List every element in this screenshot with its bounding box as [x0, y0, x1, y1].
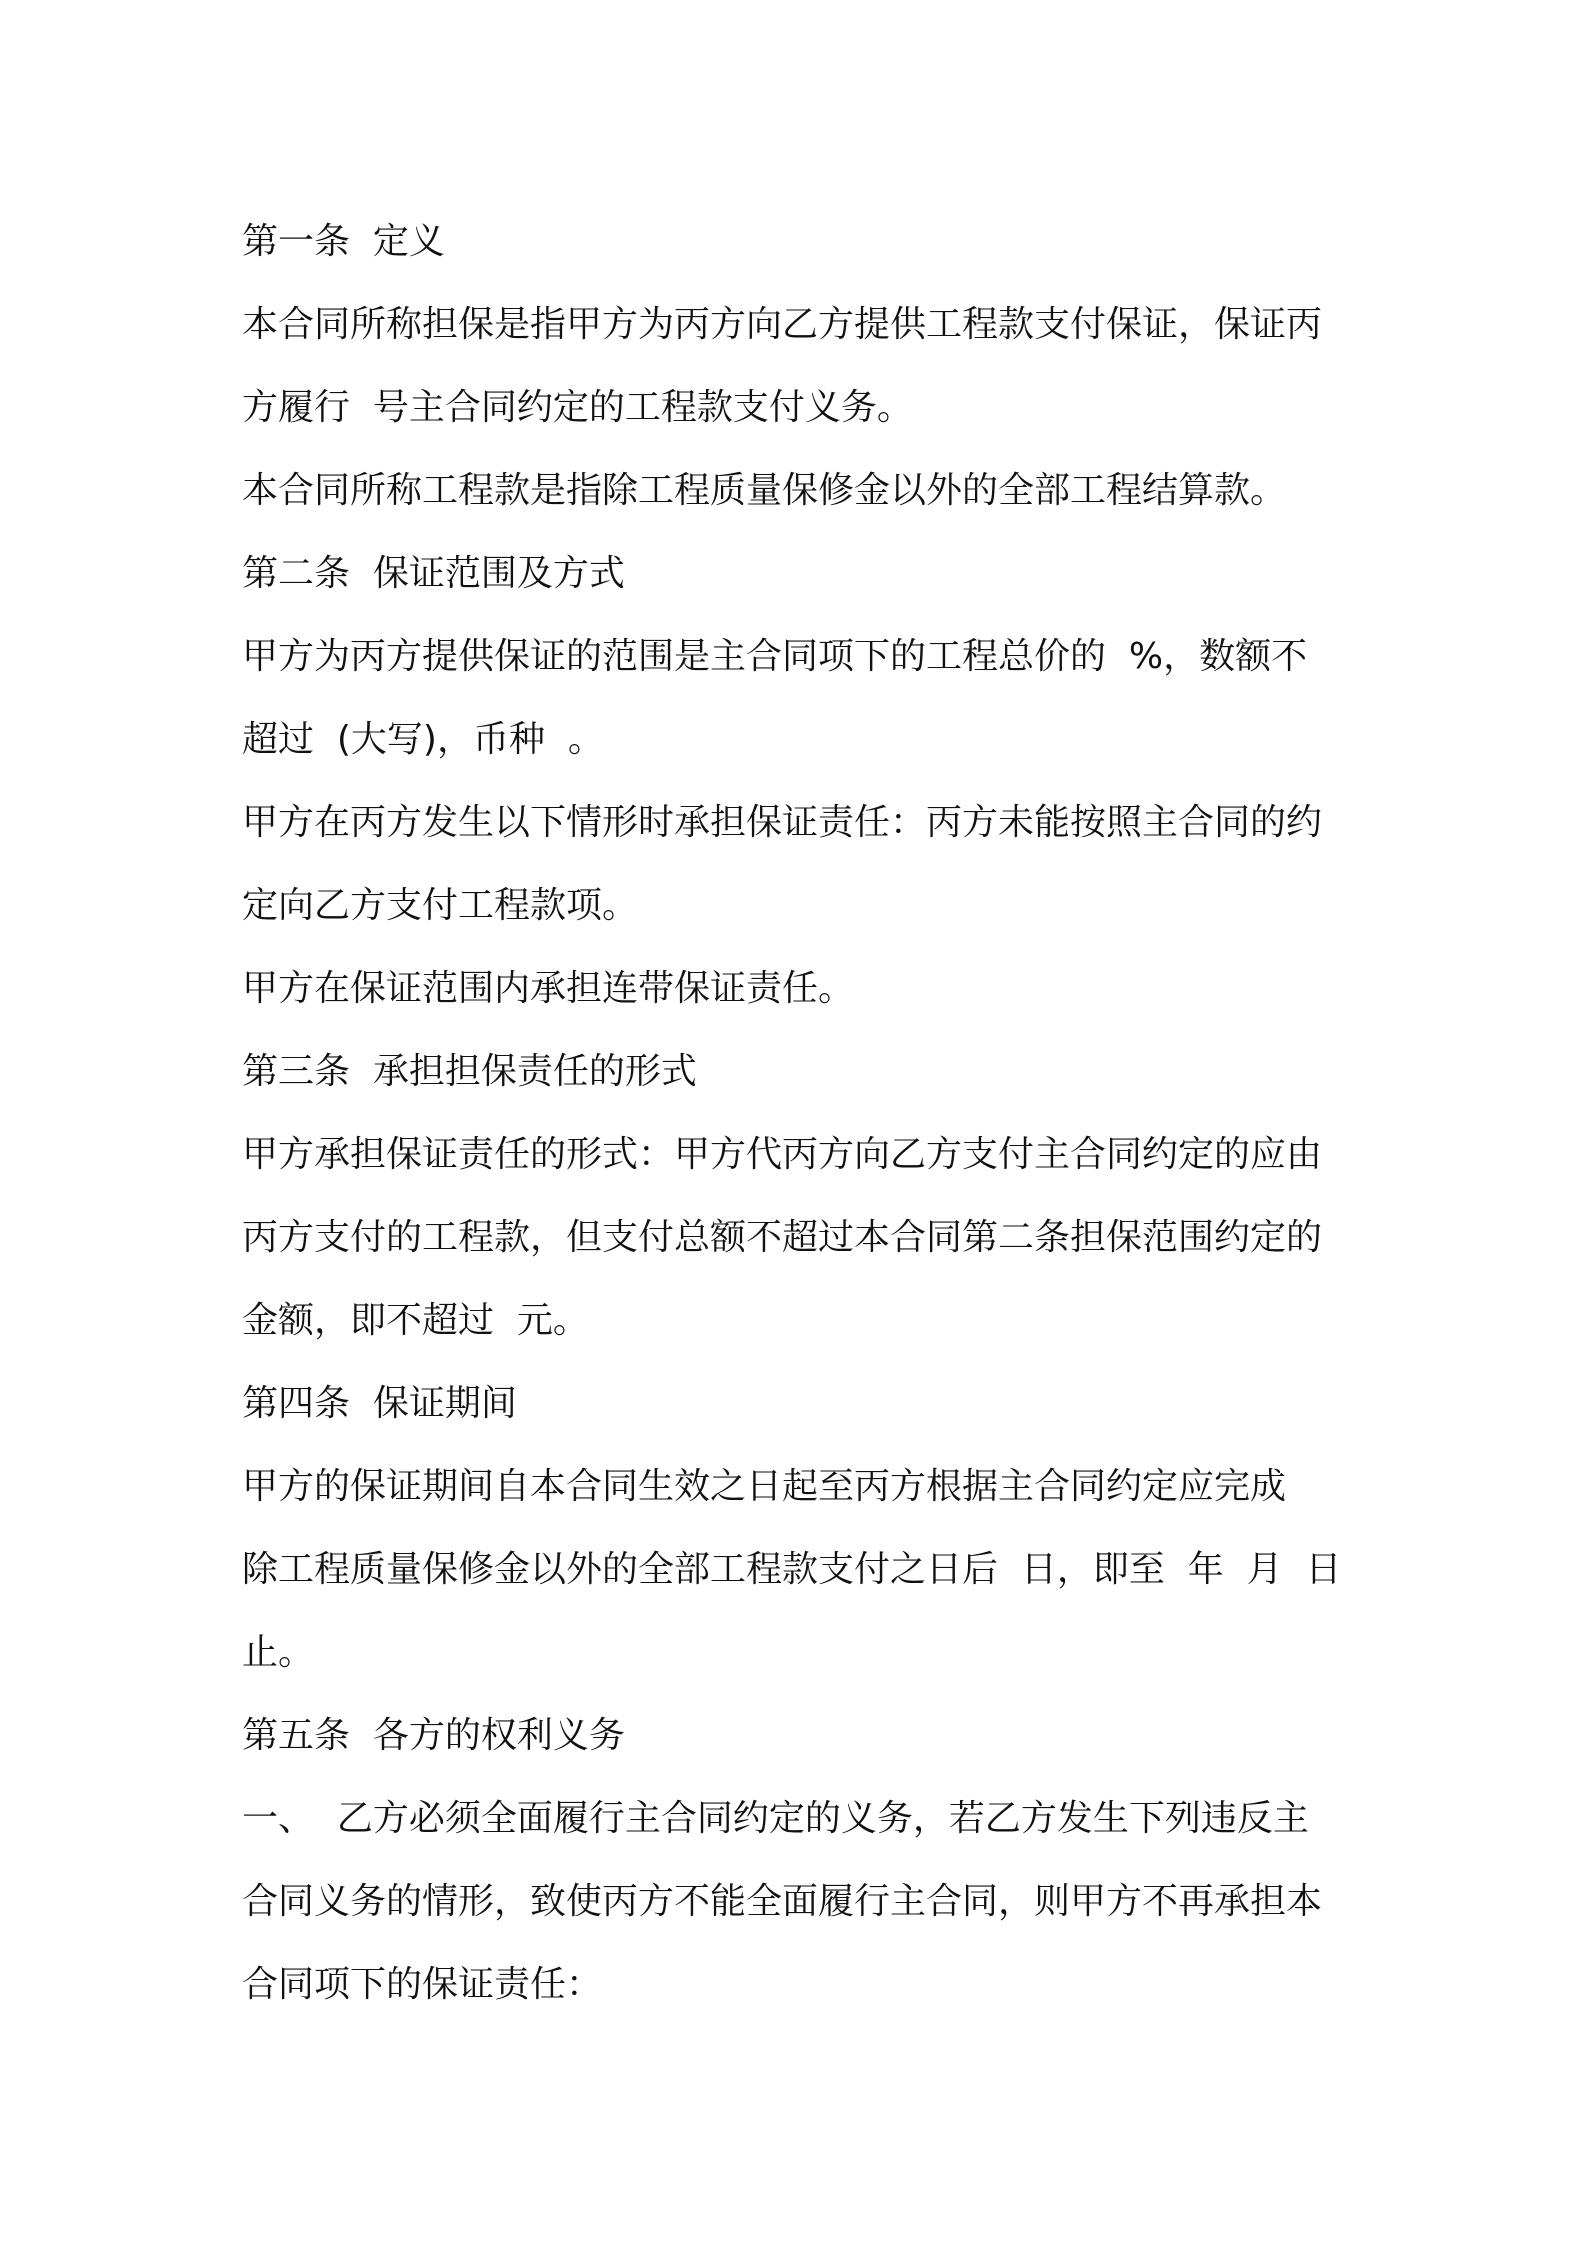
article-5-line-2: 合同义务的情形，致使丙方不能全面履行主合同，则甲方不再承担本: [242, 1881, 1323, 1922]
article-4-line-1: 甲方的保证期间自本合同生效之日起至丙方根据主合同约定应完成: [242, 1466, 1287, 1507]
contract-text: [242, 200, 1362, 2026]
article-2-line-1: 甲方为丙方提供保证的范围是主合同项下的工程总价的 %，数额不: [242, 636, 1308, 677]
article-1-heading: 第一条 定义: [242, 221, 445, 262]
article-4-line-3: 止。: [242, 1632, 315, 1673]
article-3-line-1: 甲方承担保证责任的形式：甲方代丙方向乙方支付主合同约定的应由: [242, 1134, 1323, 1175]
article-5-heading: 第五条 各方的权利义务: [242, 1715, 625, 1756]
article-5-line-1: 一、 乙方必须全面履行主合同约定的义务，若乙方发生下列违反主: [242, 1798, 1309, 1839]
article-1-line-3: 本合同所称工程款是指除工程质量保修金以外的全部工程结算款。: [242, 470, 1287, 511]
article-2-line-3: 甲方在丙方发生以下情形时承担保证责任：丙方未能按照主合同的约: [242, 802, 1323, 843]
article-1-line-1: 本合同所称担保是指甲方为丙方向乙方提供工程款支付保证，保证丙: [242, 304, 1323, 345]
article-5-line-3: 合同项下的保证责任：: [242, 1964, 603, 2005]
article-2-line-4: 定向乙方支付工程款项。: [242, 885, 639, 926]
article-2-line-5: 甲方在保证范围内承担连带保证责任。: [242, 968, 855, 1009]
article-2-line-2: 超过 (大写)，币种 。: [242, 719, 604, 760]
article-4-line-2: 除工程质量保修金以外的全部工程款支付之日后 日，即至 年 月 日: [242, 1549, 1342, 1590]
article-3-heading: 第三条 承担担保责任的形式: [242, 1051, 697, 1092]
article-3-line-3: 金额，即不超过 元。: [242, 1300, 589, 1341]
article-2-heading: 第二条 保证范围及方式: [242, 553, 625, 594]
article-3-line-2: 丙方支付的工程款，但支付总额不超过本合同第二条担保范围约定的: [242, 1217, 1323, 1258]
article-4-heading: 第四条 保证期间: [242, 1383, 517, 1424]
article-1-line-2: 方履行 号主合同约定的工程款支付义务。: [242, 387, 913, 428]
